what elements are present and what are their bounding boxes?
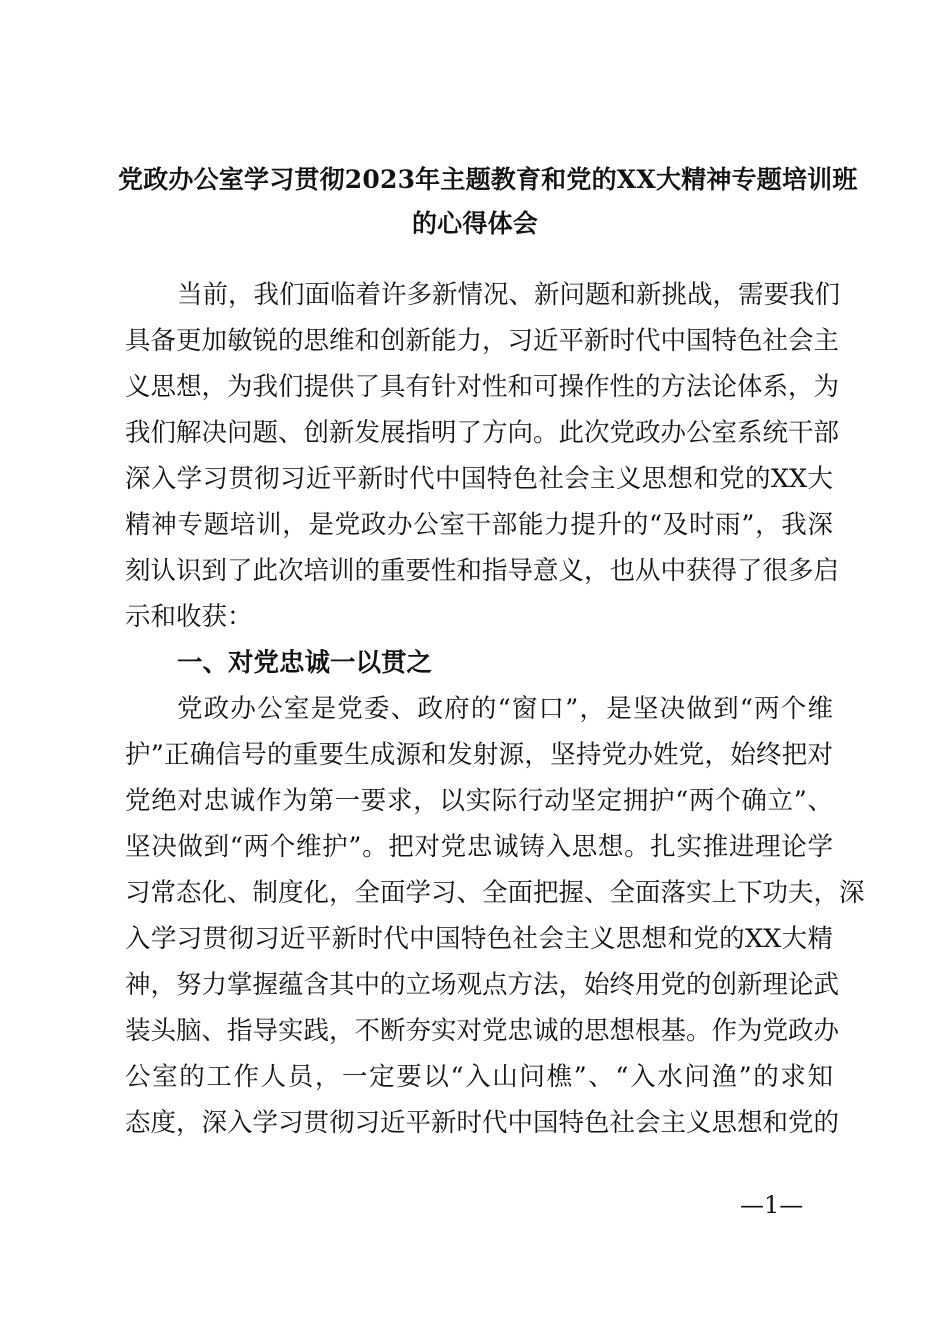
text-line: 习常态化、制度化，全面学习、全面把握、全面落实上下功夫，深	[125, 878, 865, 908]
section-heading: 一、对党忠诚一以贯之	[177, 648, 433, 678]
text-line: 我们解决问题、创新发展指明了方向。此次党政办公室系统干部	[125, 418, 840, 448]
title-line: 党政办公室学习贯彻2023年主题教育和党的XX大精神专题培训班	[118, 165, 858, 194]
text-line: 坚决做到“两个维护”。把对党忠诚铸入思想。扎实推进理论学	[125, 832, 833, 862]
text-line: 刻认识到了此次培训的重要性和指导意义，也从中获得了很多启	[125, 556, 840, 586]
text-line: 深入学习贯彻习近平新时代中国特色社会主义思想和党的XX大	[125, 464, 833, 494]
page-number: —1—	[740, 1191, 804, 1219]
text-line: 精神专题培训，是党政办公室干部能力提升的“及时雨”，我深	[125, 510, 833, 540]
text-line: 具备更加敏锐的思维和创新能力，习近平新时代中国特色社会主	[125, 326, 840, 356]
document-title	[118, 158, 858, 246]
text-line: 示和收获：	[125, 602, 253, 632]
text-line: 义思想，为我们提供了具有针对性和可操作性的方法论体系，为	[125, 372, 840, 402]
text-line: 公室的工作人员，一定要以“入山问樵”、“入水问渔”的求知	[125, 1062, 833, 1092]
text-line: 装头脑、指导实践，不断夯实对党忠诚的思想根基。作为党政办	[125, 1016, 840, 1046]
text-line: 神，努力掌握蕴含其中的立场观点方法，始终用党的创新理论武	[125, 970, 840, 1000]
text-line: 护”正确信号的重要生成源和发射源，坚持党办姓党，始终把对	[125, 740, 833, 770]
text-line: 入学习贯彻习近平新时代中国特色社会主义思想和党的XX大精	[125, 924, 833, 954]
title-line: 的心得体会	[411, 209, 538, 238]
paragraph-2	[125, 686, 865, 1146]
text-line: 党绝对忠诚作为第一要求，以实际行动坚定拥护“两个确立”、	[125, 786, 833, 816]
text-line: 态度，深入学习贯彻习近平新时代中国特色社会主义思想和党的	[125, 1108, 840, 1138]
text-line: 当前，我们面临着许多新情况、新问题和新挑战，需要我们	[177, 280, 841, 310]
document-body	[125, 272, 865, 1146]
text-line: 党政办公室是党委、政府的“窗口”，是坚决做到“两个维	[177, 694, 833, 724]
paragraph-1	[125, 272, 841, 640]
